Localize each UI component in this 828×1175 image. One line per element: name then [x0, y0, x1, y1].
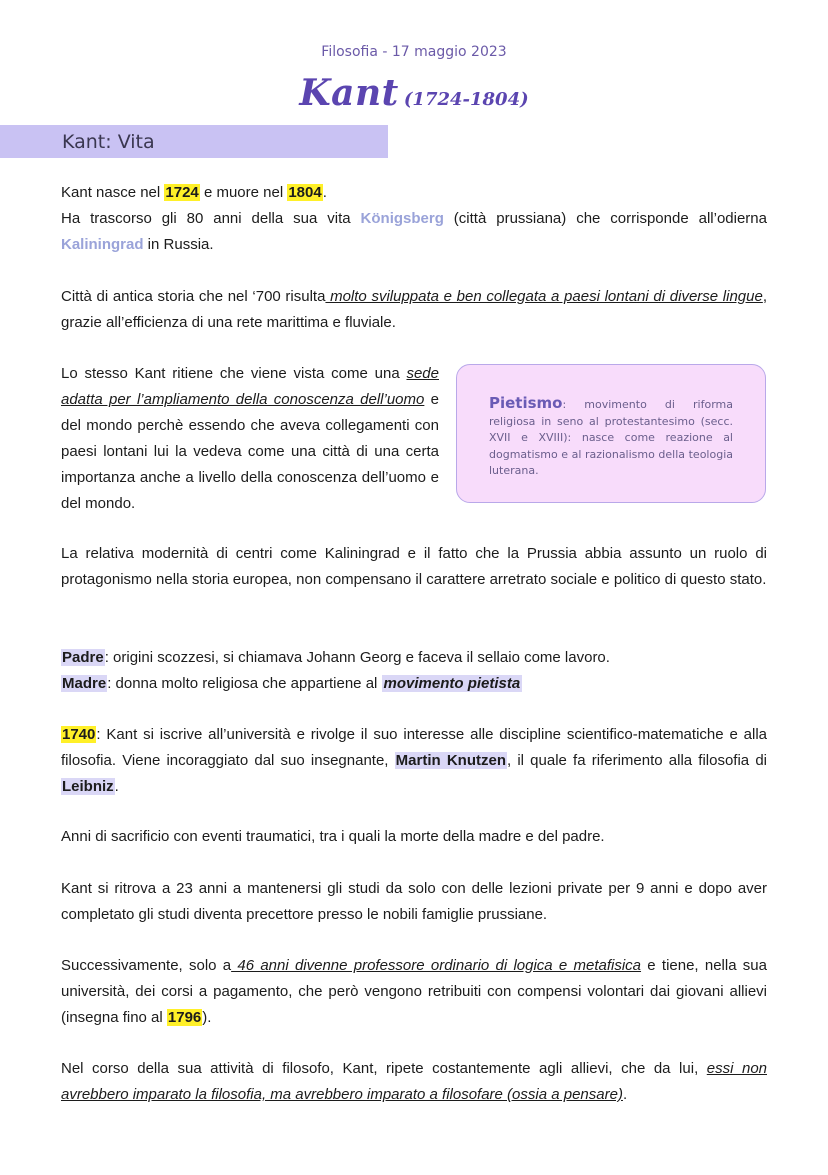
- highlight-year: 1724: [165, 184, 199, 201]
- text: : donna molto religiosa che appartiene al: [107, 675, 382, 692]
- text: e tiene, nella sua università, dei corsi a pagamento, che però vengono retribuiti con compensi volontari dai giovani allievi (insegna fino al: [61, 957, 767, 1026]
- text: e muore nel: [199, 184, 288, 201]
- label-padre: Padre: [62, 649, 104, 666]
- text: Città di antica storia che nel ‘700 risulta: [61, 288, 326, 305]
- callout-text: : movimento di riforma religiosa in seno al protestantesimo (secc. XVII e XVIII): nasce come reazione al dogmatismo e al razionalismo della teologia luterana.: [489, 398, 733, 477]
- title-years: (1724-1804): [403, 89, 529, 110]
- place-name: Kaliningrad: [61, 236, 144, 253]
- text: .: [114, 778, 119, 795]
- highlight-year: 1804: [288, 184, 322, 201]
- text: (città prussiana) che corrisponde all’odierna: [443, 210, 767, 227]
- text: : Kant si iscrive all’università e rivolge il suo interesse alle discipline scientifico-matematiche e alla filosofia. Viene incoraggiato dal suo insegnante,: [61, 726, 767, 769]
- section-title: Kant: Vita: [62, 130, 155, 153]
- label-madre: Madre: [62, 675, 107, 692]
- paragraph-professor: [61, 953, 767, 1031]
- name-knutzen: Martin Knutzen: [395, 752, 506, 769]
- highlight-year: 1740: [62, 726, 96, 743]
- paragraph-studies: Kant si ritrova a 23 anni a mantenersi gli studi da solo con delle lezioni private per 9 anni e dopo aver completato gli studi diventa precettore presso le nobili famiglie prussiane.: [61, 880, 767, 923]
- text: Lo stesso Kant ritiene che viene vista come una: [61, 365, 407, 382]
- paragraph-knowledge: [61, 361, 439, 517]
- text: Successivamente, solo a: [61, 957, 232, 974]
- paragraph-city: [61, 284, 767, 336]
- place-name: Königsberg: [360, 210, 444, 227]
- paragraph-parents: [61, 645, 767, 697]
- text: , il quale fa riferimento alla filosofia di: [507, 752, 767, 769]
- text: Nel corso della sua attività di filosofo, Kant, ripete costantemente agli allievi, che da lui,: [61, 1060, 707, 1077]
- name-leibniz: Leibniz: [62, 778, 114, 795]
- callout-term: Pietismo: [489, 394, 563, 412]
- paragraph-sacrifice: Anni di sacrificio con eventi traumatici, tra i quali la morte della madre e del padre.: [61, 828, 605, 845]
- text: Ha trascorso gli 80 anni della sua vita: [61, 210, 361, 227]
- highlight-year: 1796: [167, 1009, 202, 1026]
- text: e del mondo perchè essendo che aveva collegamenti con paesi lontani lui la vedeva come una città di una certa importanza anche a livello della conoscenza dell’uomo e del mondo.: [61, 391, 439, 512]
- text: in Russia.: [143, 236, 214, 253]
- pietismo-callout: [456, 364, 766, 503]
- section-heading: [0, 125, 388, 158]
- title-name: Kant: [299, 72, 399, 114]
- underlined-text: sede adatta per l’ampliamento della conoscenza dell’uomo: [61, 365, 439, 408]
- text: , grazie all’efficienza di una rete marittima e fluviale.: [61, 288, 767, 331]
- underlined-text: 46 anni divenne professore ordinario di logica e metafisica: [231, 957, 642, 974]
- text: ).: [202, 1009, 212, 1026]
- text: : origini scozzesi, si chiamava Johann Georg e faceva il sellaio come lavoro.: [104, 649, 610, 666]
- paragraph-modernity: La relativa modernità di centri come Kaliningrad e il fatto che la Prussia abbia assunto un ruolo di protagonismo nella storia europea, non compensano il carattere arretrato sociale e politico di questo stato.: [61, 545, 767, 588]
- underlined-text: essi non avrebbero imparato la filosofia, ma avrebbero imparato a filosofare (ossia a pensare): [61, 1060, 767, 1103]
- paragraph-university: [61, 722, 767, 800]
- paragraph-philosophize: [61, 1056, 767, 1108]
- paragraph-birth: [61, 180, 767, 258]
- text: Kant nasce nel: [61, 184, 165, 201]
- underlined-text: molto sviluppata e ben collegata a paesi lontani di diverse lingue: [325, 288, 763, 305]
- text: .: [622, 1086, 628, 1103]
- text: .: [322, 184, 327, 201]
- emphasis-pietist: movimento pietista: [383, 675, 521, 692]
- document-subtitle: Filosofia - 17 maggio 2023: [321, 44, 507, 60]
- document-title: [0, 72, 828, 114]
